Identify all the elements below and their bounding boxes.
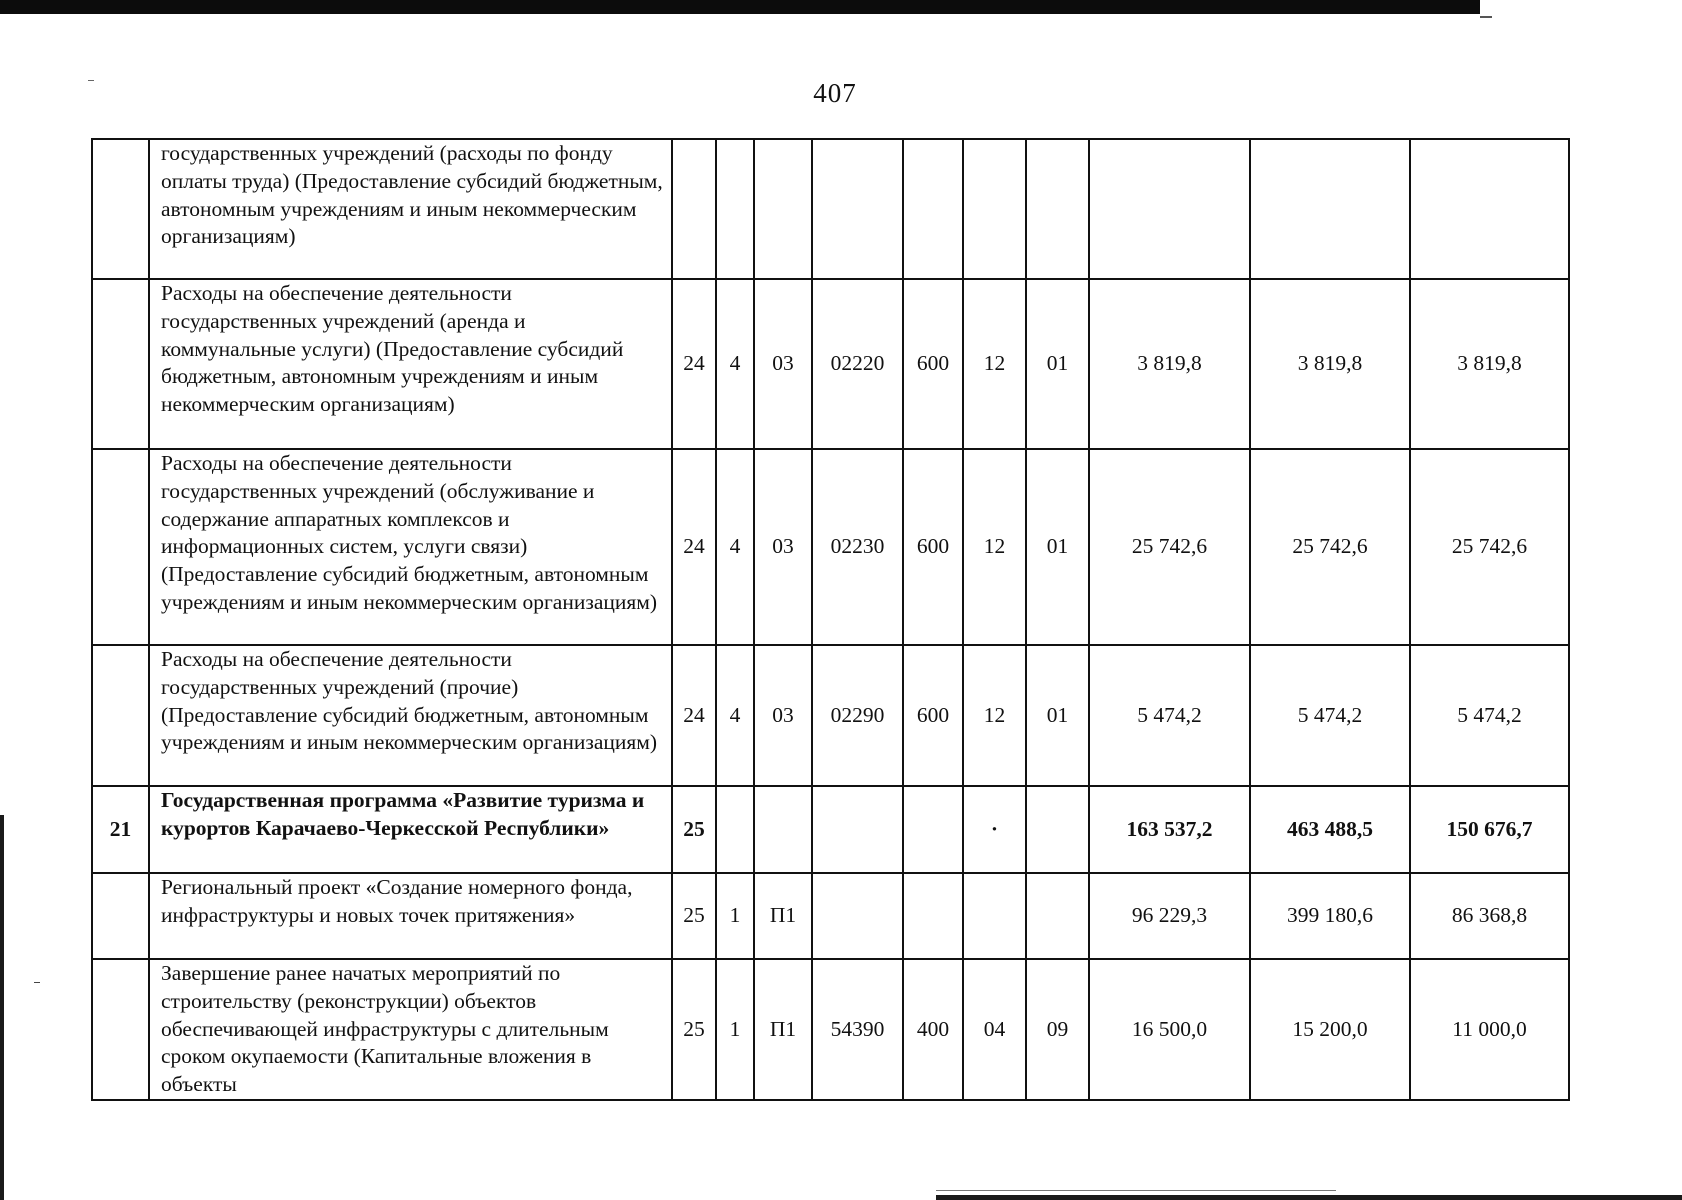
code-direction: 02230 (812, 449, 903, 645)
code-subprogram: 03 (754, 279, 812, 449)
amount-year-1: 163 537,2 (1089, 786, 1250, 873)
amount-year-1: 25 742,6 (1089, 449, 1250, 645)
code-direction: 02290 (812, 645, 903, 786)
code-admin: 24 (672, 645, 716, 786)
row-number (92, 449, 149, 645)
code-expense-type (903, 139, 963, 279)
amount-year-3 (1410, 139, 1569, 279)
code-section: 12 (963, 279, 1026, 449)
amount-year-3: 86 368,8 (1410, 873, 1569, 959)
code-admin: 24 (672, 449, 716, 645)
code-subsection (1026, 786, 1089, 873)
row-number (92, 139, 149, 279)
scan-mark (34, 982, 40, 983)
code-expense-type (903, 786, 963, 873)
scan-top-border (0, 0, 1480, 14)
code-subsection: 01 (1026, 279, 1089, 449)
amount-year-3: 11 000,0 (1410, 959, 1569, 1100)
code-section: 04 (963, 959, 1026, 1100)
row-description: Региональный проект «Создание номерного фонда, инфраструктуры и новых точек притяжения» (149, 873, 672, 959)
code-subsection (1026, 139, 1089, 279)
row-description: Государственная программа «Развитие туризма и курортов Карачаево-Черкесской Республики» (149, 786, 672, 873)
code-subprogram (754, 786, 812, 873)
code-expense-type (903, 873, 963, 959)
code-subprogram: П1 (754, 959, 812, 1100)
row-number (92, 873, 149, 959)
code-type: 4 (716, 279, 754, 449)
row-number (92, 279, 149, 449)
row-number: 21 (92, 786, 149, 873)
amount-year-2: 25 742,6 (1250, 449, 1410, 645)
code-type (716, 139, 754, 279)
code-direction: 54390 (812, 959, 903, 1100)
code-direction (812, 139, 903, 279)
code-type (716, 786, 754, 873)
code-subprogram: 03 (754, 449, 812, 645)
table-row (92, 449, 1569, 645)
code-section (963, 139, 1026, 279)
code-section: 12 (963, 645, 1026, 786)
amount-year-1 (1089, 139, 1250, 279)
code-expense-type: 600 (903, 645, 963, 786)
code-subsection: 01 (1026, 449, 1089, 645)
amount-year-1: 3 819,8 (1089, 279, 1250, 449)
code-subsection (1026, 873, 1089, 959)
amount-year-2: 463 488,5 (1250, 786, 1410, 873)
code-section: · (963, 786, 1026, 873)
row-description: Расходы на обеспечение деятельности государственных учреждений (прочие) (Предоставление субсидий бюджетным, автономным учреждениям и иным некоммерческим организациям) (149, 645, 672, 786)
code-type: 4 (716, 645, 754, 786)
amount-year-2 (1250, 139, 1410, 279)
row-description: Расходы на обеспечение деятельности государственных учреждений (аренда и коммунальные услуги) (Предоставление субсидий бюджетным, автономным учреждениям и иным некоммерческим организациям) (149, 279, 672, 449)
amount-year-2: 5 474,2 (1250, 645, 1410, 786)
code-admin: 25 (672, 959, 716, 1100)
scan-left-edge (0, 815, 4, 1200)
row-description: государственных учреждений (расходы по фонду оплаты труда) (Предоставление субсидий бюджетным, автономным учреждениям и иным некоммерческим организациям) (149, 139, 672, 279)
row-description: Расходы на обеспечение деятельности государственных учреждений (обслуживание и содержание аппаратных комплексов и информационных систем, услуги связи) (Предоставление субсидий бюджетным, автономным учреждениям и иным некоммерческим организациям) (149, 449, 672, 645)
scan-top-border-thin (1480, 16, 1492, 18)
amount-year-2: 3 819,8 (1250, 279, 1410, 449)
code-section (963, 873, 1026, 959)
code-type: 4 (716, 449, 754, 645)
scan-bottom-edge (936, 1195, 1682, 1200)
table-row (92, 645, 1569, 786)
code-subprogram: 03 (754, 645, 812, 786)
code-subsection: 09 (1026, 959, 1089, 1100)
code-admin: 25 (672, 786, 716, 873)
row-number (92, 959, 149, 1100)
amount-year-2: 15 200,0 (1250, 959, 1410, 1100)
amount-year-1: 96 229,3 (1089, 873, 1250, 959)
code-subsection: 01 (1026, 645, 1089, 786)
code-subprogram (754, 139, 812, 279)
amount-year-3: 5 474,2 (1410, 645, 1569, 786)
table-row (92, 786, 1569, 873)
code-type: 1 (716, 873, 754, 959)
code-direction: 02220 (812, 279, 903, 449)
budget-table (91, 138, 1570, 1101)
code-type: 1 (716, 959, 754, 1100)
row-number (92, 645, 149, 786)
amount-year-3: 25 742,6 (1410, 449, 1569, 645)
code-expense-type: 400 (903, 959, 963, 1100)
code-direction (812, 873, 903, 959)
amount-year-3: 150 676,7 (1410, 786, 1569, 873)
scan-mark (88, 80, 94, 81)
code-direction (812, 786, 903, 873)
code-admin: 24 (672, 279, 716, 449)
row-description: Завершение ранее начатых мероприятий по строительству (реконструкции) объектов обеспечивающей инфраструктуры с длительным сроком окупаемости (Капитальные вложения в объекты (149, 959, 672, 1100)
code-section: 12 (963, 449, 1026, 645)
table-row (92, 279, 1569, 449)
amount-year-1: 5 474,2 (1089, 645, 1250, 786)
code-subprogram: П1 (754, 873, 812, 959)
code-admin (672, 139, 716, 279)
amount-year-1: 16 500,0 (1089, 959, 1250, 1100)
scan-bottom-line (936, 1190, 1336, 1191)
table-row (92, 873, 1569, 959)
amount-year-3: 3 819,8 (1410, 279, 1569, 449)
code-admin: 25 (672, 873, 716, 959)
table-row (92, 959, 1569, 1100)
code-expense-type: 600 (903, 449, 963, 645)
amount-year-2: 399 180,6 (1250, 873, 1410, 959)
table-row (92, 139, 1569, 279)
page-number: 407 (813, 78, 857, 108)
code-expense-type: 600 (903, 279, 963, 449)
